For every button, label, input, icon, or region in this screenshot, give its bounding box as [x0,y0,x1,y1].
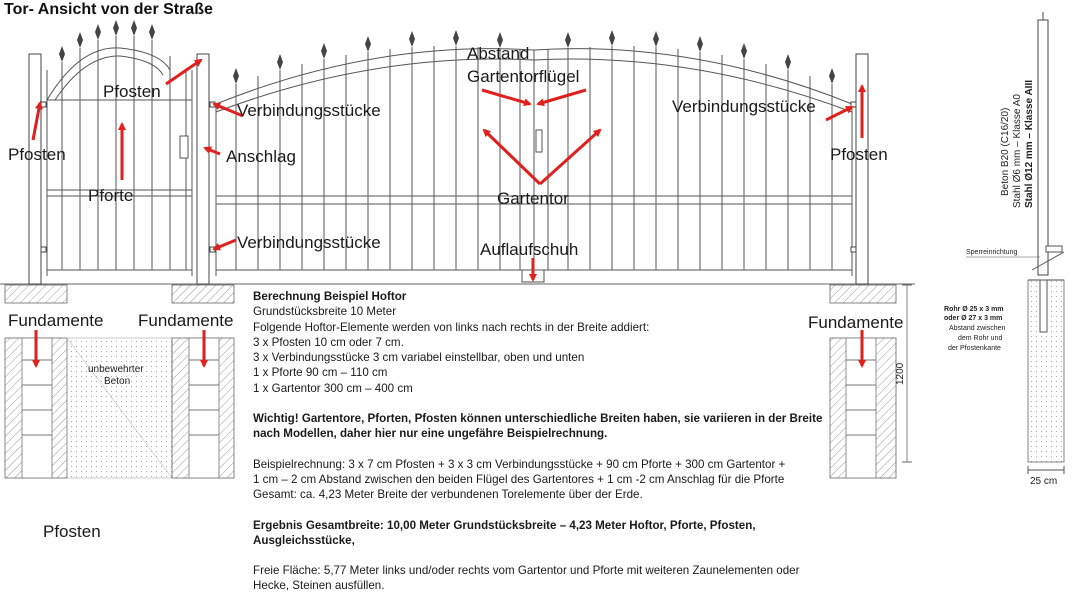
detail-beton: Beton B20 (C16/20) [1000,107,1011,196]
detail-stahl1: Stahl Ø6 mm – Klasse A0 [1012,94,1023,208]
calculation-text [253,289,823,594]
calc-free: Freie Fläche: 5,77 Meter links und/oder rechts vom Gartentor und Pforte mit weiteren Zaunelementen oder Hecke, Steinen ausfüllen. [253,564,800,593]
dimension-1200-label: 1200 [895,362,906,385]
detail-sperreinrichtung: Sperreinrichtung [966,249,1018,256]
connector-marks [41,102,856,252]
label-gartentor: Gartentor [497,189,569,208]
label-fundamente-mid: Fundamente [138,311,234,330]
label-verbindung-bottom: Verbindungsstücke [237,233,381,252]
post-middle [197,54,209,284]
label-fundamente-right: Fundamente [808,313,904,332]
label-pfosten-gate: Pfosten [103,82,161,101]
detail-stahl2: Stahl Ø12 mm – Klasse AIII [1024,79,1035,208]
label-pfosten-left: Pfosten [8,145,66,164]
label-abstand-2: Gartentorflügel [467,67,580,86]
label-unbewehrter-1: unbewehrter [88,364,144,375]
diagram-title: Tor- Ansicht von der Straße [4,1,213,18]
label-pfosten-bottom: Pfosten [43,522,101,541]
calc-result: Ergebnis Gesamtbreite: 10,00 Meter Grundstücksbreite – 4,23 Meter Hoftor, Pforte, Pfosten, Ausgleichsstücke, [253,518,756,547]
detail-rohr-4: dem Rohr und [958,335,1003,342]
label-unbewehrter-2: Beton [104,376,131,387]
calc-example1: Beispielrechnung: 3 x 7 cm Pfosten + 3 x 3 cm Verbindungsstücke + 90 cm Pforte + 300 cm Gartentor + [253,457,786,471]
dimension-1200 [895,285,912,462]
calc-item1: 3 x Pfosten 10 cm oder 7 cm. [253,335,404,349]
label-auflaufschuh: Auflaufschuh [480,240,579,259]
pforte-gate [47,36,192,276]
post-section-detail [944,12,1064,487]
detail-rohr-3: Abstand zwischen [949,325,1006,332]
detail-width: 25 cm [1030,476,1058,487]
label-abstand-1: Abstand [467,44,530,63]
label-fundamente-left: Fundamente [8,311,104,330]
calc-item2: 3 x Verbindungsstücke 3 cm variabel einstellbar, oben und unten [253,351,585,365]
label-anschlag: Anschlag [226,147,296,166]
calc-item4: 1 x Gartentor 300 cm – 400 cm [253,381,413,395]
calc-example3: Gesamt: ca. 4,23 Meter Breite der verbundenen Torelemente über der Erde. [253,488,643,502]
post-left [29,54,41,284]
concrete-area [67,338,172,478]
calc-heading: Berechnung Beispiel Hoftor [253,290,407,303]
calc-example2: 1 cm – 2 cm Abstand zwischen den beiden Flügel des Gartentores + 1 cm -2 cm Anschlag für die Pforte [253,472,785,486]
calc-item3: 1 x Pforte 90 cm – 110 cm [253,366,388,380]
label-pforte: Pforte [88,186,134,205]
label-verbindung-top-left: Verbindungsstücke [237,101,381,120]
calc-line1: Grundstücksbreite 10 Meter [253,305,397,319]
detail-rohr-2: oder Ø 27 x 3 mm [944,315,1003,322]
calc-line2: Folgende Hoftor-Elemente werden von links nach rechts in der Breite addiert: [253,320,650,334]
pforte-spikes [59,20,155,62]
detail-rohr-1: Rohr Ø 25 x 3 mm [944,306,1004,313]
detail-rohr-5: der Pfostenkante [948,345,1001,352]
label-pfosten-right: Pfosten [830,145,888,164]
label-verbindung-top-right: Verbindungsstücke [672,97,816,116]
calc-warning: Wichtig! Gartentore, Pforten, Pfosten können unterschiedliche Breiten haben, sie variieren in der Breite nach Modellen, daher hier nur eine ungefähre Beispielrechnung. [253,412,823,441]
